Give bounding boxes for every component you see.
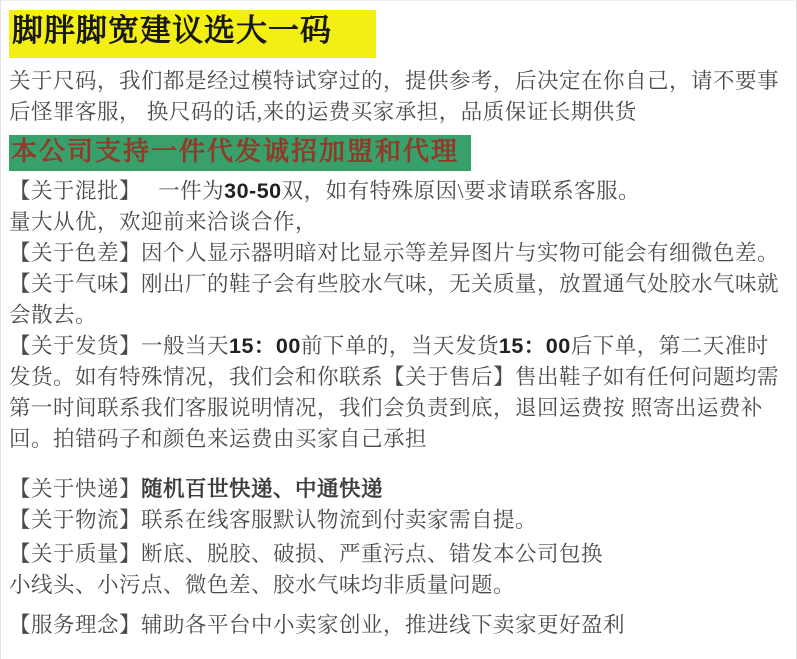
para-mixed-batch <box>9 176 786 207</box>
mixed-batch-text: 【关于混批】 一件为 <box>9 179 225 203</box>
express-label: 【关于快递】 <box>9 477 142 501</box>
para-shipping-aftersale <box>9 331 786 455</box>
shipping-text-1: 【关于发货】一般当天 <box>9 334 230 358</box>
para-logistics: 【关于物流】联系在线客服默认物流到付卖家需自提。 <box>9 508 538 532</box>
size-policy-text: 关于尺码，我们都是经过模特试穿过的，提供参考，后决定在你自己，请不要事后怪罪客服， 换尺码的话,来的运费买家承担，品质保证长期供货 <box>9 69 780 124</box>
para-quality-excluded: 小线头、小污点、微色差、胶水气味均非质量问题。 <box>9 573 516 597</box>
para-color-difference: 【关于色差】因个人显示器明暗对比显示等差异图片与实物可能会有细微色差。 <box>9 241 780 265</box>
express-courier-names: 随机百世快递、中通快递 <box>141 477 384 501</box>
dropship-promo-banner: 本公司支持一件代发诚招加盟和代理 <box>9 135 471 171</box>
shipping-text-2: 前下单的，当天发货 <box>300 334 499 358</box>
mixed-batch-quantity: 30-50 <box>224 179 282 203</box>
para-quality-covered: 【关于质量】断底、脱胶、破损、严重污点、错发本公司包换 <box>9 542 604 566</box>
para-express-couriers <box>9 474 786 505</box>
shipping-text-3: 后下单，第二天准时发货。如有特殊情况，我们会和你联系【关于售后】售出鞋子如有任何问题均需第一时间联系我们客服说明情况，我们会负责到底，退回运费按 照寄出运费补回。拍错码子和颜色来运费由买家自己承担 <box>9 334 780 451</box>
para-smell-notice: 【关于气味】刚出厂的鞋子会有些胶水气味，无关质量，放置通气处胶水气味就会散去。 <box>9 272 780 327</box>
para-bulk-discount: 量大从优，欢迎前来洽谈合作， <box>9 210 318 234</box>
shipping-cutoff-time-2: 15：00 <box>498 334 571 358</box>
mixed-batch-text-end: 双，如有特殊原因\要求请联系客服。 <box>281 179 641 203</box>
shipping-cutoff-time-1: 15：00 <box>229 334 301 358</box>
para-service-philosophy: 【服务理念】辅助各平台中小卖家创业，推进线下卖家更好盈利 <box>9 613 626 637</box>
size-advice-highlight: 脚胖脚宽建议选大一码 <box>9 10 376 58</box>
